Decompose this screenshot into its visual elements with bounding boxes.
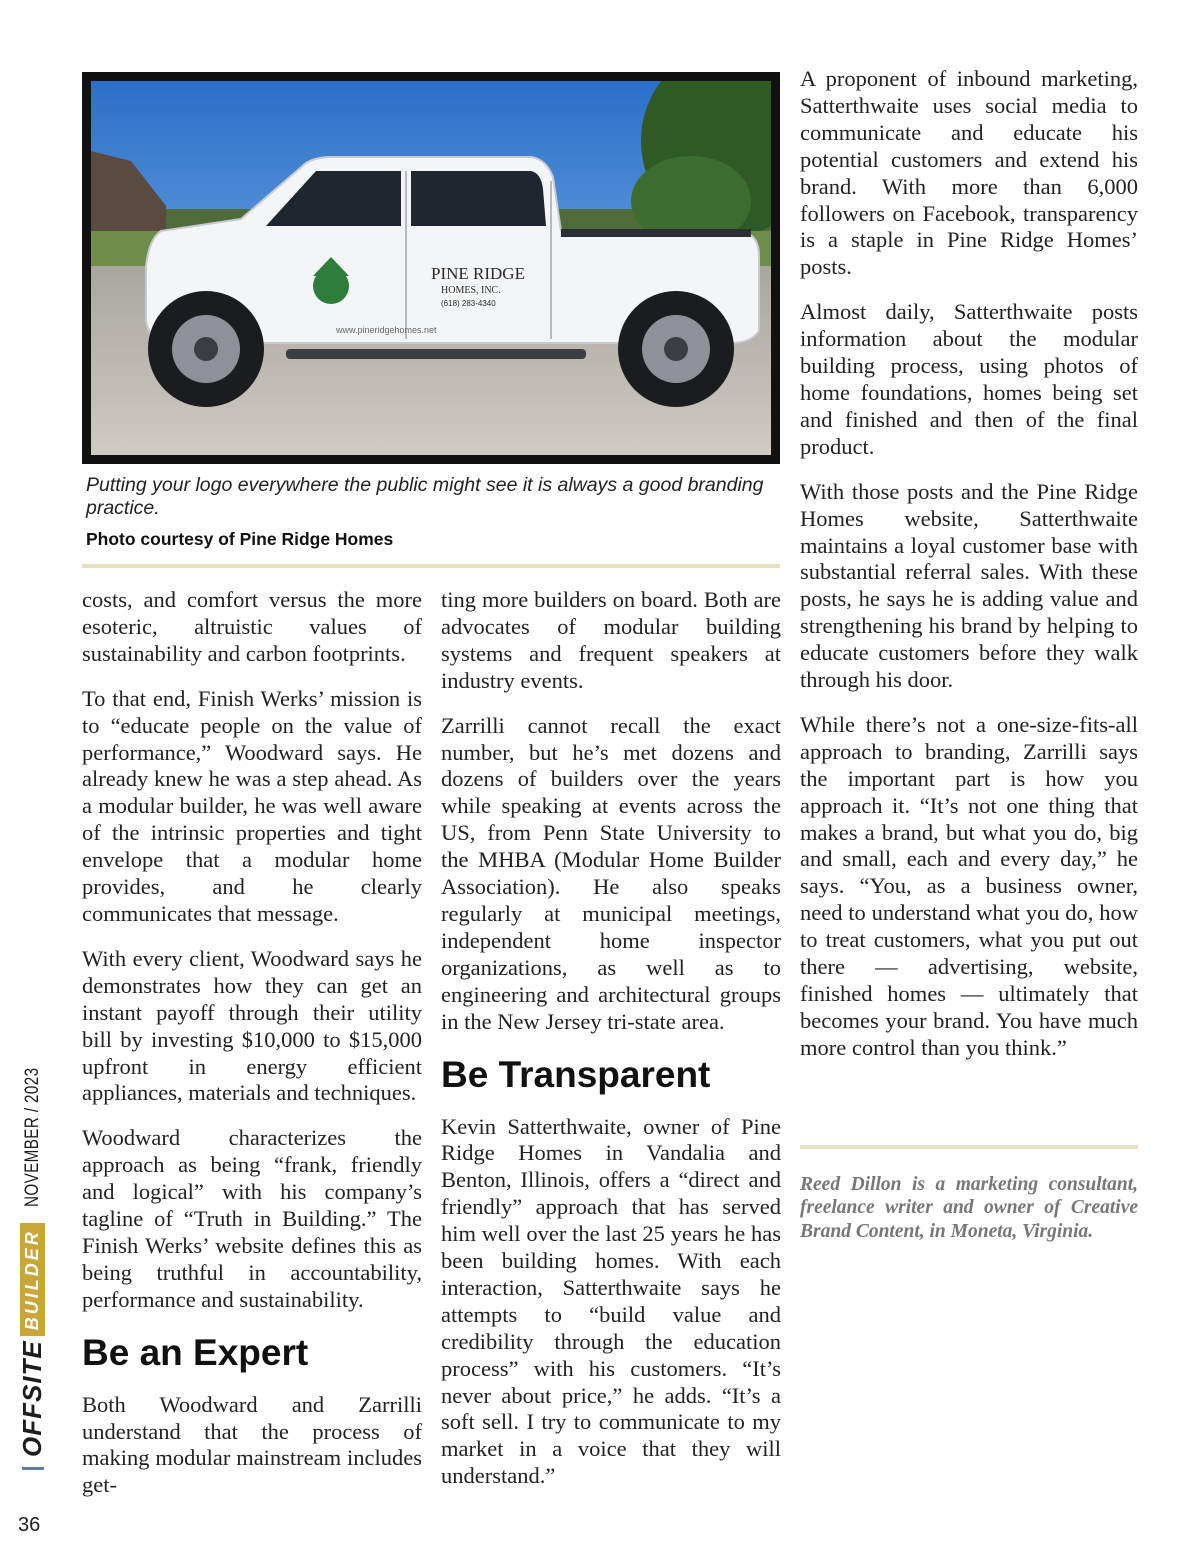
col3-paragraph-3: With those posts and the Pine Ridge Homes website, Satterthwaite maintains a loyal customer base with substantial referral sales. With these posts, he says he is adding value and strengthening his brand by helping to educate customers before they walk through his door. bbox=[800, 478, 1138, 693]
col1-paragraph-3: With every client, Woodward says he demonstrates how they can get an instant payoff through their utility bill by investing $10,000 to $15,000 upfront in energy efficient appliances, materials and techniques. bbox=[82, 945, 422, 1106]
truck-illustration bbox=[91, 81, 771, 455]
magazine-spine bbox=[17, 1033, 48, 1470]
column-1 bbox=[82, 587, 422, 1517]
spine-bar bbox=[22, 1467, 44, 1470]
col3-paragraph-1: A proponent of inbound marketing, Satterthwaite uses social media to communicate and educate his potential customers and extend his brand. With more than 6,000 followers on Facebook, transparency is a staple in Pine Ridge Homes’ posts. bbox=[800, 66, 1138, 280]
spine-date: NOVEMBER / 2023 bbox=[21, 1067, 43, 1208]
truck-logo-line2: HOMES, INC. bbox=[441, 285, 501, 296]
heading-be-transparent: Be Transparent bbox=[441, 1053, 711, 1095]
col2-paragraph-1: ting more builders on board. Both are advocates of modular building systems and frequent speakers at industry events. bbox=[441, 587, 781, 693]
column-3 bbox=[800, 66, 1138, 1080]
col1-paragraph-2: To that end, Finish Werks’ mission is to “educate people on the value of performance,” Woodward says. He already knew he was a step ahead. As a modular builder, he was well aware of the intrinsic properties and tight envelope that a modular home provides, and he clearly communicates that message. bbox=[82, 685, 422, 926]
spine-builder: BUILDER bbox=[20, 1223, 45, 1336]
author-bio: Reed Dillon is a marketing consultant, freelance writer and owner of Creative Brand Content, in Moneta, Virginia. bbox=[800, 1174, 1138, 1242]
truck-phone: (618) 283-4340 bbox=[441, 299, 496, 308]
column-2 bbox=[441, 587, 781, 1508]
photo-caption: Putting your logo everywhere the public might see it is always a good branding practice. bbox=[86, 474, 764, 519]
truck-logo-line1: PINE RIDGE bbox=[431, 264, 525, 283]
col3-paragraph-4: While there’s not a one-size-fits-all approach to branding, Zarrilli says the important part is how you approach it. “It’s not one thing that makes a brand, but what you do, big and small, each and every day,” he says. “You, as a business owner, need to understand what you do, how to treat customers, what you put out there — advertising, website, finished homes — ultimately that becomes your brand. You have much more control than you think.” bbox=[800, 711, 1138, 1060]
truck-website: www.pineridgehomes.net bbox=[336, 325, 437, 335]
col2-paragraph-2: Zarrilli cannot recall the exact number, but he’s met dozens and dozens of builders over the years while speaking at events across the US, from Penn State University to the MHBA (Modular Home Builder Association). He also speaks regularly at municipal meetings, independent home inspector organizations, as well as to engineering and architectural groups in the New Jersey tri-state area. bbox=[441, 712, 781, 1034]
col3-paragraph-2: Almost daily, Satterthwaite posts information about the modular building process, using photos of home foundations, homes being set and finished and then of the final product. bbox=[800, 299, 1138, 459]
col2-paragraph-3: Kevin Satterthwaite, owner of Pine Ridge Homes in Vandalia and Benton, Illinois, offers a “direct and friendly” approach that has served him well over the last 25 years he has been building homes. With each interaction, Satterthwaite says he attempts to “build value and credibility through the education process” with his customers. “It’s never about price,” he adds. “It’s a soft sell. I try to communicate to my market in a voice that they will understand.” bbox=[441, 1113, 781, 1489]
caption-divider bbox=[82, 564, 780, 568]
col1-paragraph-1: costs, and comfort versus the more esoteric, altruistic values of sustainability and carbon footprints. bbox=[82, 587, 422, 666]
page-number: 36 bbox=[18, 1514, 41, 1536]
photo-credit: Photo courtesy of Pine Ridge Homes bbox=[86, 529, 394, 549]
col1-paragraph-4: Woodward characterizes the approach as being “frank, friendly and logical” with his company’s tagline of “Truth in Building.” The Finish Werks’ website defines this as being truthful in accountability, performance and sustainability. bbox=[82, 1125, 422, 1312]
heading-be-an-expert: Be an Expert bbox=[82, 1331, 309, 1373]
bio-divider bbox=[800, 1145, 1138, 1149]
col1-paragraph-5: Both Woodward and Zarrilli understand that the process of making modular mainstream includes get- bbox=[82, 1391, 422, 1498]
spine-offsite: OFFSITE bbox=[17, 1340, 47, 1457]
truck-photo bbox=[82, 72, 780, 464]
